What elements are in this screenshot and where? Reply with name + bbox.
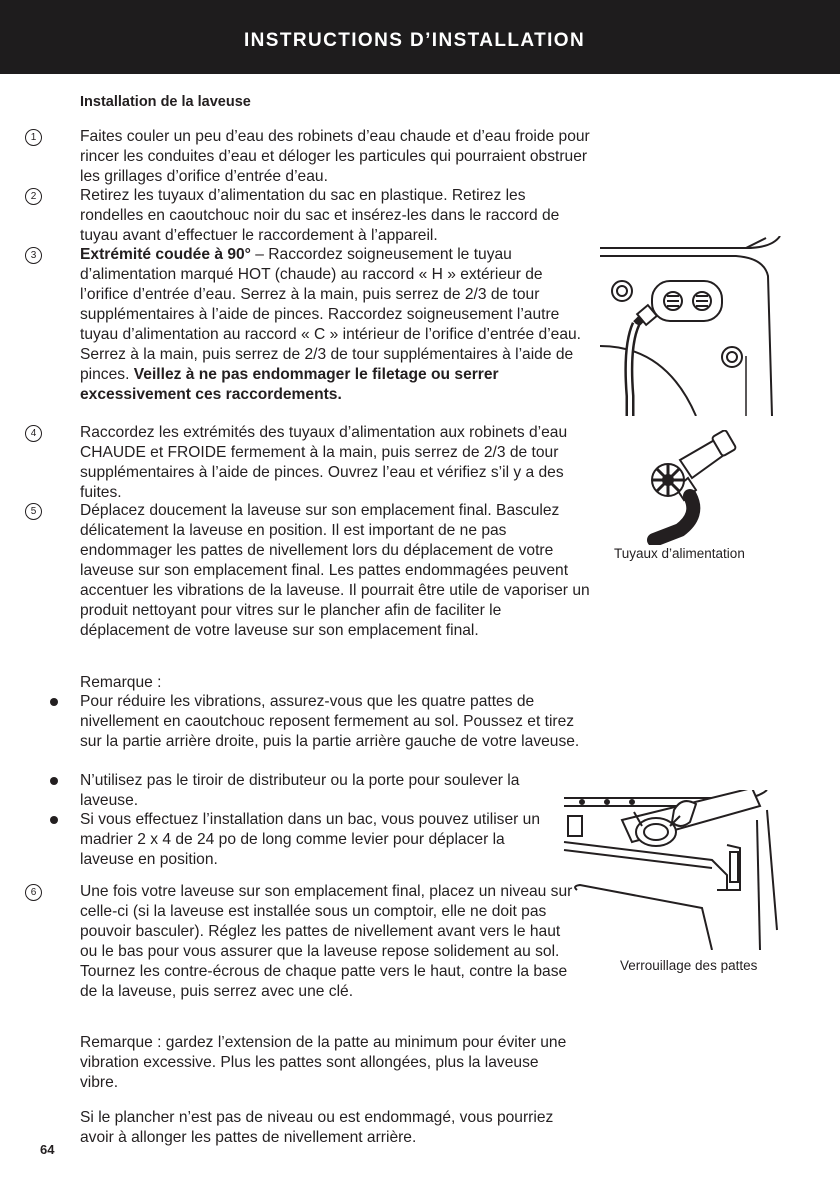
step-3-bold-lead: Extrémité coudée à 90° <box>80 246 251 263</box>
note-extension: Remarque : gardez l’extension de la patte au minimum pour éviter une vibration excessive. Plus les pattes sont allongées, plus la laveuse vibre. <box>80 1034 567 1091</box>
step-1-text: Faites couler un peu d’eau des robinets d’eau chaude et d’eau froide pour rincer les conduites d’eau et déloger les particules qui pourraient obstruer les grillages d’orifice d’entrée d’eau. <box>80 128 590 185</box>
step-2 <box>80 186 590 246</box>
remark-label: Remarque : <box>80 674 162 691</box>
step-number-3: 3 <box>25 247 42 264</box>
step-number-4: 4 <box>25 425 42 442</box>
step-3 <box>80 245 590 405</box>
bullet-marker <box>50 698 58 706</box>
bullet-item-2: N’utilisez pas le tiroir de distributeur ou la porte pour soulever la laveuse. <box>80 772 520 809</box>
step-6-text: Une fois votre laveuse sur son emplacement final, placez un niveau sur celle-ci (si la laveuse est installée sous un comptoir, elle ne doit pas pouvoir basculer). Réglez les pattes de nivellement avant vers le haut ou le bas pour vous assurer que la laveuse repose solidement au sol. Tournez les contre-écrous de chaque patte vers le haut, contre la base de la laveuse, puis serrez avec une clé. <box>80 883 573 1000</box>
caption-leg-lock: Verrouillage des pattes <box>620 958 758 973</box>
page-header <box>0 0 840 74</box>
step-number-2: 2 <box>25 188 42 205</box>
bullet-marker <box>50 816 58 824</box>
step-4 <box>80 423 590 503</box>
page-number: 64 <box>40 1142 55 1157</box>
note-floor: Si le plancher n’est pas de niveau ou est endommagé, vous pourriez avoir à allonger les pattes de nivellement arrière. <box>80 1109 554 1146</box>
bullet-item-3: Si vous effectuez l’installation dans un bac, vous pouvez utiliser un madrier 2 x 4 de 24 po de long comme levier pour déplacer la laveuse en position. <box>80 811 541 868</box>
bullet-marker <box>50 777 58 785</box>
caption-supply-hoses: Tuyaux d’alimentation <box>614 546 745 561</box>
leg-lock-illustration <box>562 790 787 950</box>
step-6 <box>80 882 580 1002</box>
step-5-text: Déplacez doucement la laveuse sur son emplacement final. Basculez délicatement la laveuse en position. Il est important de ne pas endommager les pattes de nivellement lors du déplacement de votre laveuse sur son emplacement final. Les pattes endommagées peuvent accentuer les vibrations de la laveuse. Il pourrait être utile de vaporiser un produit nettoyant pour vitres sur le plancher afin de faciliter le déplacement de votre laveuse sur son emplacement final. <box>80 502 590 639</box>
step-5 <box>80 501 590 641</box>
bullet-item-1: Pour réduire les vibrations, assurez-vous que les quatre pattes de nivellement en caoutchouc reposent fermement au sol. Poussez et tirez sur la partie arrière droite, puis la partie arrière gauche de votre laveuse. <box>80 693 580 750</box>
supply-hose-illustration <box>640 430 750 545</box>
step-3-text: – Raccordez soigneusement le tuyau d’alimentation marqué HOT (chaude) au raccord « H » extérieur de l’orifice d’entrée d’eau. Serrez à la main, puis serrez de 2/3 de tour supplémentaires à l’aide de pinces. Raccordez soigneusement l’autre tuyau d’alimentation au raccord « C » intérieur de l’orifice d’entrée d’eau. Serrez à la main, puis serrez de 2/3 de tour supplémentaires à l’aide de pinces. <box>80 246 582 383</box>
step-number-6: 6 <box>25 884 42 901</box>
step-number-5: 5 <box>25 503 42 520</box>
step-number-1: 1 <box>25 129 42 146</box>
water-inlet-illustration <box>596 236 796 416</box>
header-title: INSTRUCTIONS D’INSTALLATION <box>244 30 586 51</box>
section-title: Installation de la laveuse <box>80 94 251 110</box>
step-3-warning: Veillez à ne pas endommager le filetage ou serrer excessivement ces raccordements. <box>80 366 499 403</box>
step-4-text: Raccordez les extrémités des tuyaux d’alimentation aux robinets d’eau CHAUDE et FROIDE fermement à la main, puis serrez de 2/3 de tour supplémentaires à l’aide de pinces. Ouvrez l’eau et vérifiez s’il y a des fuites. <box>80 424 568 501</box>
step-1 <box>80 127 590 187</box>
step-2-text: Retirez les tuyaux d’alimentation du sac en plastique. Retirez les rondelles en caoutchouc noir du sac et insérez-les dans le raccord de tuyau avant d’effectuer le raccordement à l’appareil. <box>80 187 560 244</box>
